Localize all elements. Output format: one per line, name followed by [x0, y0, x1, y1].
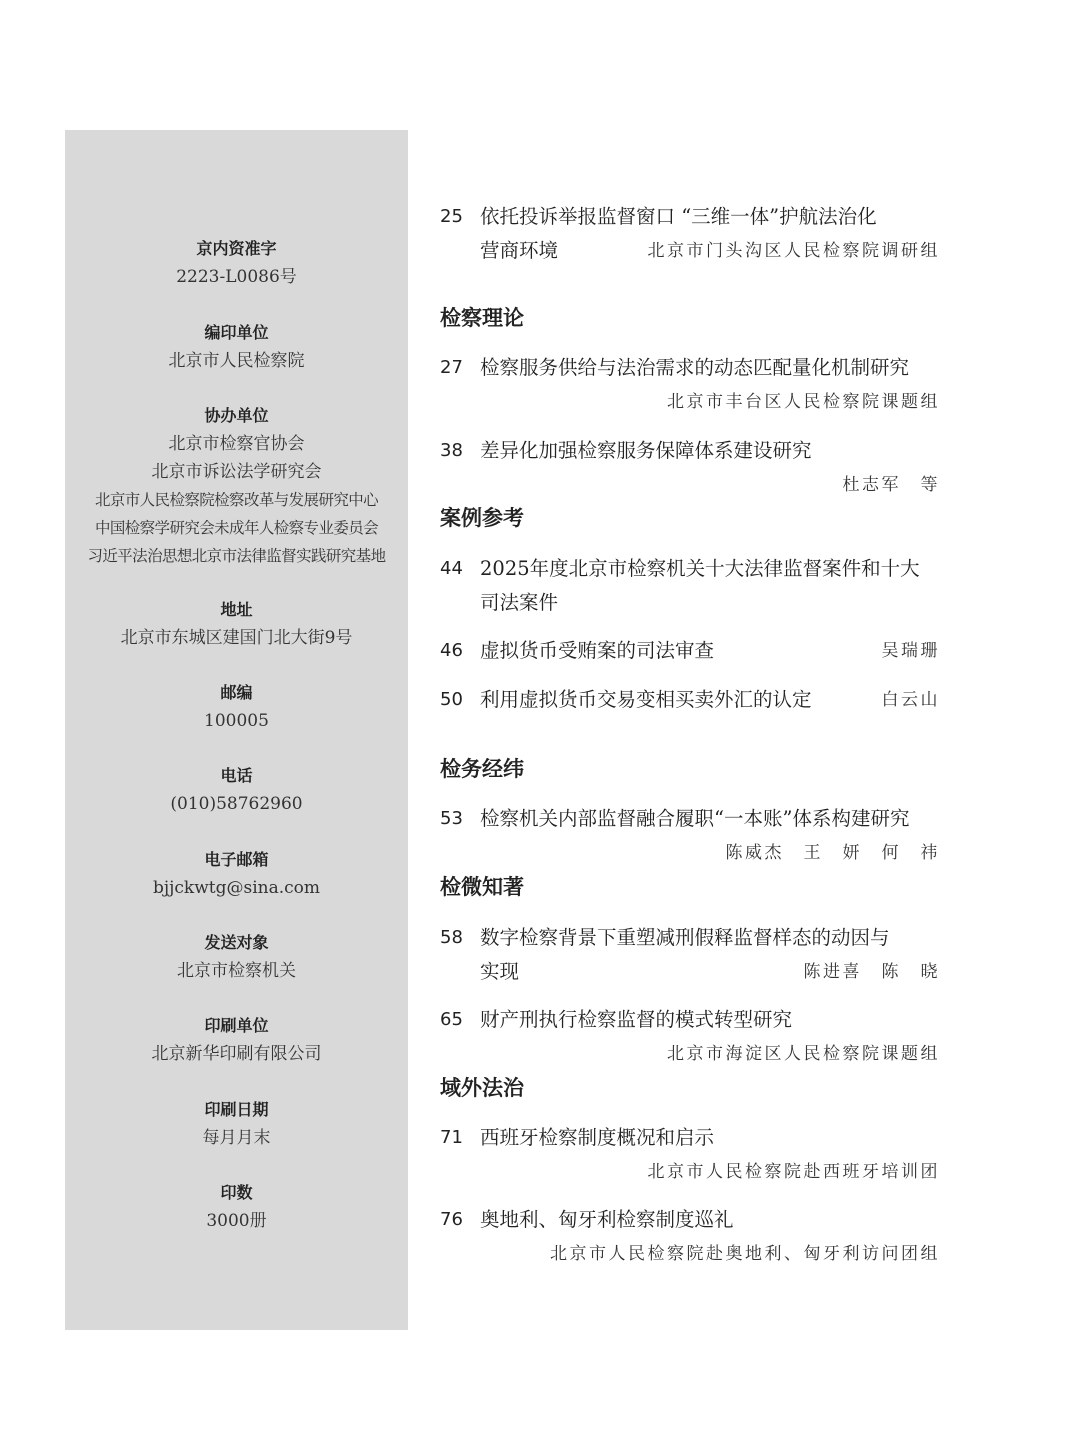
info-label: 京内资准字: [196, 239, 277, 258]
article-author: 北京市门头沟区人民检察院调研组: [647, 241, 940, 261]
article-title: 奥地利、匈牙利检察制度巡礼: [480, 1208, 734, 1231]
page-number: 25: [440, 206, 463, 227]
section-heading: 检务经纬: [440, 757, 524, 781]
info-value: 北京市诉讼法学研究会: [151, 462, 322, 482]
info-value: 北京市东城区建国门北大街9号: [120, 628, 353, 648]
info-label: 邮编: [220, 683, 253, 702]
email: [65, 846, 408, 902]
print-date: [65, 1096, 408, 1152]
postcode: [65, 679, 408, 735]
info-value: 北京新华印刷有限公司: [151, 1044, 322, 1064]
article-author: 白云山: [881, 690, 940, 710]
page-number: 50: [440, 689, 463, 710]
info-label: 地址: [220, 600, 253, 619]
page-number: 38: [440, 440, 463, 461]
info-value: 2223-L0086号: [176, 267, 297, 287]
article-author: 陈威杰 王 妍 何 祎: [725, 843, 940, 863]
phone: [65, 762, 408, 818]
page-number: 76: [440, 1209, 463, 1230]
info-value: 北京市人民检察院检察改革与发展研究中心: [94, 491, 379, 509]
info-value: 100005: [204, 711, 269, 731]
page-number: 71: [440, 1127, 463, 1148]
article-author: 北京市人民检察院赴西班牙培训团: [647, 1162, 940, 1182]
article-author: 北京市丰台区人民检察院课题组: [667, 392, 940, 412]
article-author: 北京市人民检察院赴奥地利、匈牙利访问团组: [550, 1244, 940, 1264]
address: [65, 596, 408, 652]
info-value: 中国检察学研究会未成年人检察专业委员会: [94, 519, 379, 537]
article-title: 虚拟货币受贿案的司法审查: [480, 639, 715, 662]
page-number: 65: [440, 1009, 463, 1030]
info-value: 北京市检察官协会: [168, 434, 305, 454]
info-value: 3000册: [206, 1211, 267, 1231]
info-label: 印刷日期: [204, 1100, 269, 1119]
article-title: 依托投诉举报监督窗口 “三维一体”护航法治化: [480, 205, 877, 228]
page-number: 58: [440, 927, 463, 948]
article-title: 数字检察背景下重塑减刑假释监督样态的动因与: [480, 926, 890, 949]
section-heading: 检察理论: [440, 306, 524, 330]
approval-number: [65, 235, 408, 291]
info-value: 习近平法治思想北京市法律监督实践研究基地: [87, 547, 386, 565]
info-label: 电子邮箱: [204, 850, 269, 869]
info-label: 印数: [220, 1183, 253, 1202]
article-author: 北京市海淀区人民检察院课题组: [667, 1044, 940, 1064]
article-title: 西班牙检察制度概况和启示: [480, 1126, 715, 1149]
info-label: 编印单位: [204, 323, 269, 342]
page-number: 44: [440, 558, 463, 579]
article-title-cont: 司法案件: [480, 591, 559, 614]
article-title: 2025年度北京市检察机关十大法律监督案件和十大: [480, 557, 920, 580]
article-title: 检察服务供给与法治需求的动态匹配量化机制研究: [480, 356, 910, 379]
article-title: 财产刑执行检察监督的模式转型研究: [480, 1008, 793, 1031]
masthead-panel: [65, 130, 408, 1330]
info-value: 北京市人民检察院: [168, 351, 305, 371]
article-title: 检察机关内部监督融合履职“一本账”体系构建研究: [480, 807, 910, 830]
article-title-cont: 实现: [480, 960, 520, 983]
print-run: [65, 1179, 408, 1235]
page-number: 46: [440, 640, 463, 661]
editor-unit: [65, 319, 408, 375]
info-label: 发送对象: [204, 933, 269, 952]
article-author: 陈进喜 陈 晓: [803, 962, 940, 982]
article-title: 差异化加强检察服务保障体系建设研究: [480, 439, 812, 462]
article-author: 吴瑞珊: [881, 641, 940, 661]
page-number: 27: [440, 357, 463, 378]
info-value: bjjckwtg@sina.com: [152, 878, 321, 898]
info-value: 每月月末: [202, 1128, 271, 1148]
page-number: 53: [440, 808, 463, 829]
section-heading: 域外法治: [440, 1076, 524, 1100]
info-label: 电话: [220, 766, 253, 785]
section-heading: 检微知著: [440, 875, 524, 899]
info-label: 印刷单位: [204, 1016, 269, 1035]
info-value: (010)58762960: [170, 794, 303, 814]
printer: [65, 1012, 408, 1068]
article-title: 利用虚拟货币交易变相买卖外汇的认定: [480, 688, 812, 711]
distribution: [65, 929, 408, 985]
article-title-cont: 营商环境: [480, 239, 559, 262]
info-label: 协办单位: [204, 406, 269, 425]
article-author: 杜志军 等: [842, 475, 940, 495]
section-heading: 案例参考: [440, 506, 524, 530]
info-value: 北京市检察机关: [177, 961, 296, 981]
co-organizers: [65, 402, 408, 570]
